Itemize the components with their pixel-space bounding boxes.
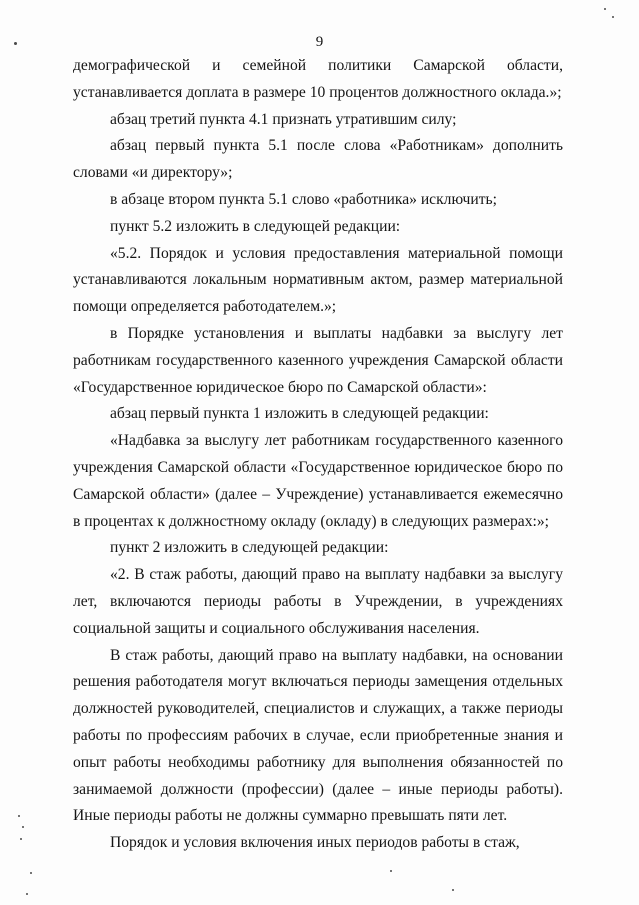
paragraph: пункт 2 изложить в следующей редакции: [110, 539, 389, 557]
paragraph: «2. В стаж работы, дающий право на выплату надбавки за выслугу лет, включаются периоды работы в Учреждении, в учреждениях социальной защиты и социального обслуживания населения. [73, 566, 563, 637]
paragraph: абзац третий пункта 4.1 признать утратившим силу; [110, 110, 457, 128]
paragraph: «Надбавка за выслугу лет работникам государственного казенного учреждения Самарской области «Государственное юридическое бюро по Самарской области» (далее – Учреждение) устанавливается ежемесячно в процентах к должностному окладу (окладу) в следующих размерах:»; [73, 432, 563, 530]
scan-speck [18, 815, 20, 817]
scan-speck [604, 8, 606, 10]
scan-speck [452, 889, 454, 891]
paragraph: в Порядке установления и выплаты надбавки за выслугу лет работникам государственного казенного учреждения Самарской области «Государственное юридическое бюро по Самарской области»: [73, 324, 563, 396]
scan-speck [612, 16, 614, 18]
scan-speck [30, 872, 32, 874]
scan-speck [26, 893, 28, 895]
scan-speck [22, 826, 24, 828]
document-body [73, 53, 563, 857]
paragraph: Порядок и условия включения иных периодов работы в стаж, [110, 834, 520, 852]
paragraph: пункт 5.2 изложить в следующей редакции: [110, 217, 401, 235]
scan-speck [20, 838, 22, 840]
paragraph: в абзаце втором пункта 5.1 слово «работника» исключить; [110, 190, 497, 208]
page-number: 9 [315, 34, 324, 50]
paragraph: В стаж работы, дающий право на выплату надбавки, на основании решения работодателя могут включаться периоды замещения отдельных должностей руководителей, специалистов и служащих, а также периоды работы по профессиям рабочих в случае, если приобретенные знания и опыт работы необходимы работнику для выполнения обязанностей по занимаемой должности (профессии) (далее – иные периоды работы). Иные периоды работы не должны суммарно превышать пяти лет. [73, 646, 563, 825]
paragraph: абзац первый пункта 1 изложить в следующей редакции: [110, 405, 489, 423]
paragraph: абзац первый пункта 5.1 после слова «Работникам» дополнить словами «и директору»; [73, 137, 563, 182]
paragraph: демографической и семейной политики Самарской области, устанавливается доплата в размере 10 процентов должностного оклада.»; [73, 57, 563, 101]
scan-speck [14, 42, 17, 45]
paragraph: «5.2. Порядок и условия предоставления материальной помощи устанавливаются локальным нормативным актом, размер материальной помощи определяется работодателем.»; [73, 244, 563, 316]
scan-speck [390, 870, 392, 872]
